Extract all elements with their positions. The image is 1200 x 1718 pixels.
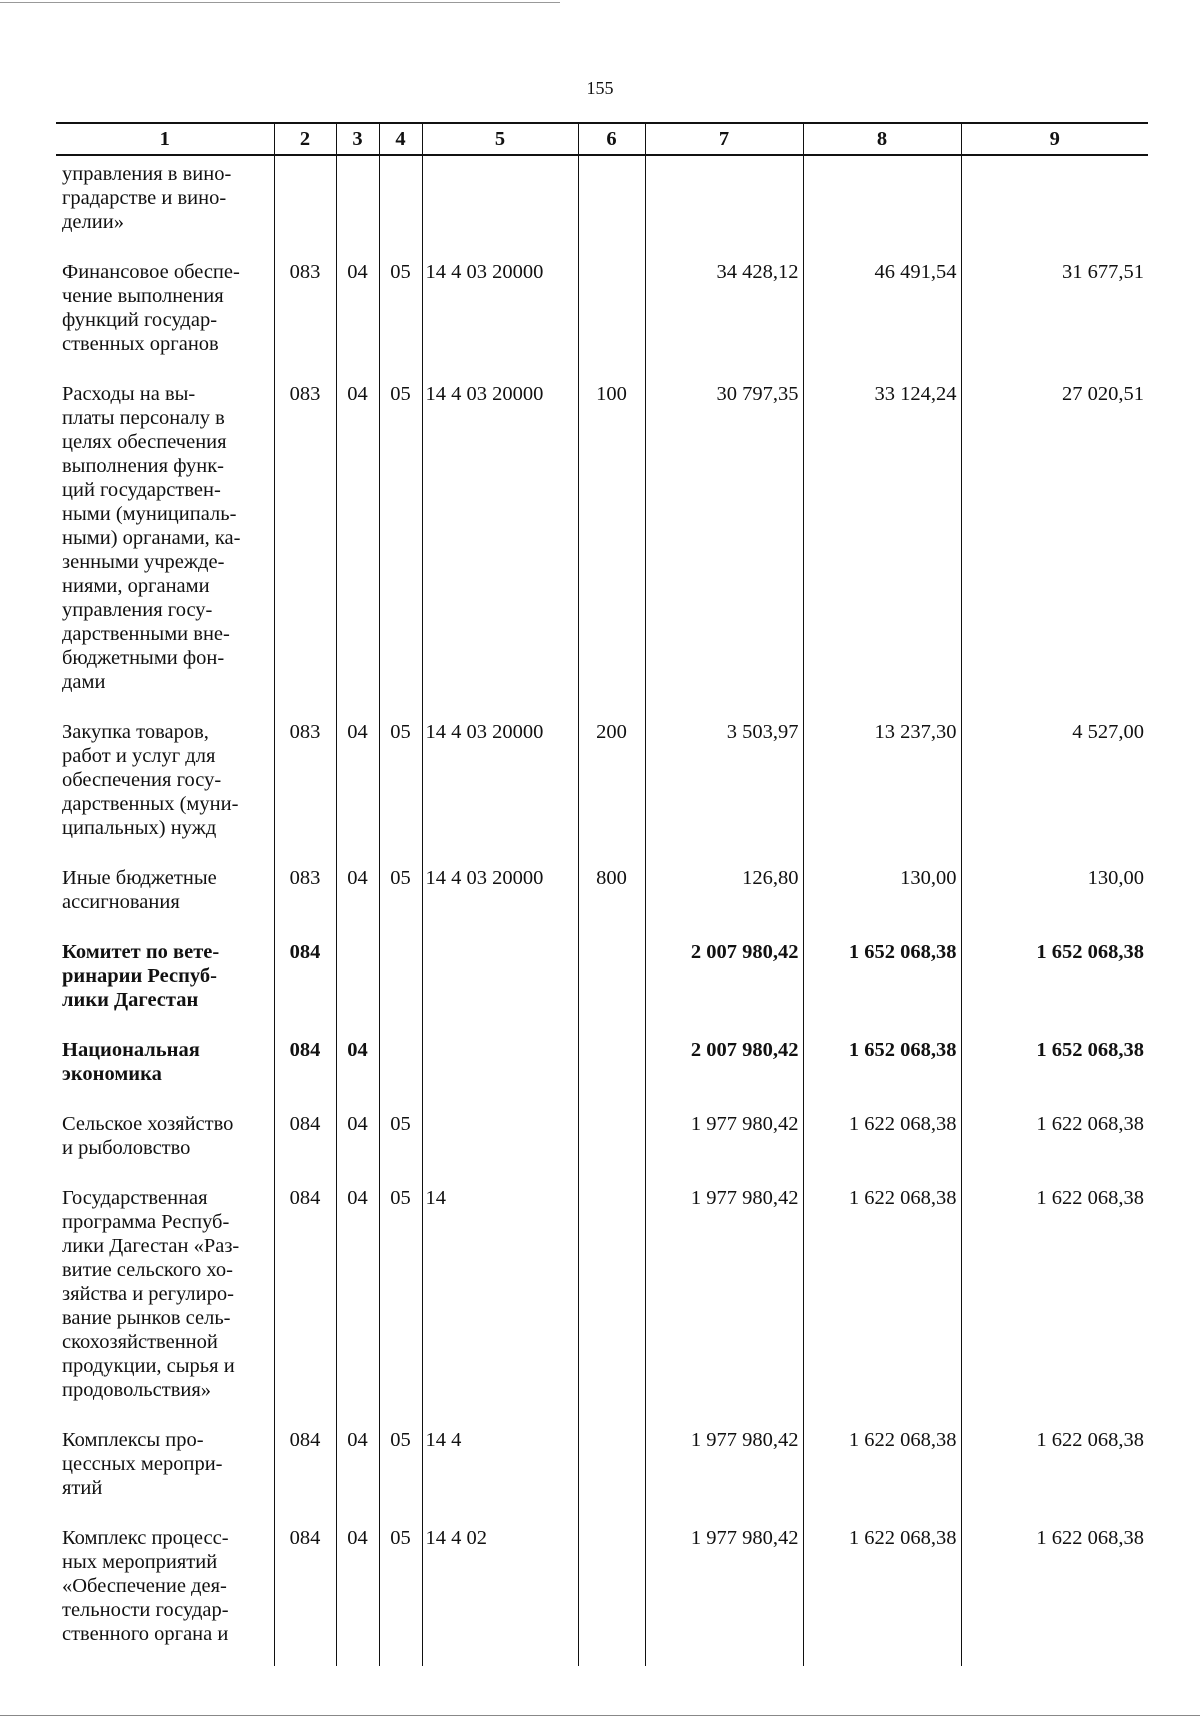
budget-table-container [56,122,1148,1666]
table-row [56,254,1148,376]
cell-section-code: 04 [336,376,379,714]
header-col-3: 3 [336,123,379,155]
header-col-2: 2 [274,123,336,155]
cell-section-code: 04 [336,860,379,934]
cell-expense-type [578,1180,645,1422]
header-col-4: 4 [379,123,422,155]
cell-expense-type [578,934,645,1032]
cell-amount-col7: 34 428,12 [645,254,803,376]
cell-expense-type [578,155,645,254]
cell-target-article [422,1106,578,1180]
cell-amount-col8: 1 622 068,38 [803,1106,961,1180]
cell-amount-col9: 1 652 068,38 [961,1032,1148,1106]
cell-amount-col9: 1 622 068,38 [961,1422,1148,1520]
cell-target-article: 14 [422,1180,578,1422]
cell-amount-col9 [961,155,1148,254]
cell-expense-type: 100 [578,376,645,714]
cell-amount-col9: 31 677,51 [961,254,1148,376]
cell-subsection-code: 05 [379,1520,422,1666]
cell-amount-col7: 30 797,35 [645,376,803,714]
cell-amount-col7: 2 007 980,42 [645,1032,803,1106]
cell-amount-col8: 1 622 068,38 [803,1422,961,1520]
cell-ministry-code: 083 [274,860,336,934]
cell-subsection-code: 05 [379,376,422,714]
cell-amount-col8: 46 491,54 [803,254,961,376]
table-header-row [56,123,1148,155]
cell-subsection-code: 05 [379,1106,422,1180]
cell-amount-col9: 1 652 068,38 [961,934,1148,1032]
cell-amount-col9: 1 622 068,38 [961,1180,1148,1422]
cell-amount-col7 [645,155,803,254]
cell-ministry-code: 083 [274,714,336,860]
header-col-1: 1 [56,123,274,155]
cell-subsection-code: 05 [379,1180,422,1422]
cell-name: Комплекс процесс- ных мероприятий «Обеспечение дея- тельности государ- ственного органа и [62,1527,229,1645]
page-number: 155 [586,78,614,98]
table-row [56,1106,1148,1180]
cell-target-article [422,155,578,254]
cell-ministry-code: 084 [274,1180,336,1422]
cell-ministry-code [274,155,336,254]
cell-amount-col8: 13 237,30 [803,714,961,860]
cell-section-code: 04 [336,1032,379,1106]
cell-name: Государственная программа Респуб- лики Дагестан «Раз- витие сельского хо- зяйства и регулиро- вание рынков сель- скохозяйственной продукции, сырья и продовольствия» [62,1187,240,1401]
cell-subsection-code: 05 [379,860,422,934]
table-body [56,155,1148,1666]
cell-expense-type [578,254,645,376]
cell-section-code [336,155,379,254]
cell-amount-col8: 1 652 068,38 [803,1032,961,1106]
table-row [56,1520,1148,1666]
cell-amount-col9: 130,00 [961,860,1148,934]
header-col-8: 8 [803,123,961,155]
cell-section-code: 04 [336,1520,379,1666]
cell-name: Финансовое обеспе- чение выполнения функций государ- ственных органов [62,261,240,355]
cell-name: Национальная экономика [62,1039,200,1085]
table-row [56,1032,1148,1106]
cell-ministry-code: 084 [274,1422,336,1520]
cell-target-article [422,934,578,1032]
table-row [56,860,1148,934]
cell-section-code: 04 [336,1422,379,1520]
cell-subsection-code: 05 [379,714,422,860]
scan-edge-bottom [0,1715,1200,1716]
cell-name: управления в вино- градарстве и вино- делии» [62,163,232,233]
cell-amount-col7: 1 977 980,42 [645,1422,803,1520]
cell-amount-col8: 1 622 068,38 [803,1520,961,1666]
table-row [56,1422,1148,1520]
cell-subsection-code [379,155,422,254]
cell-amount-col7: 3 503,97 [645,714,803,860]
cell-expense-type: 800 [578,860,645,934]
cell-amount-col9: 4 527,00 [961,714,1148,860]
cell-target-article: 14 4 03 20000 [422,860,578,934]
cell-section-code: 04 [336,254,379,376]
cell-subsection-code [379,934,422,1032]
cell-expense-type: 200 [578,714,645,860]
cell-target-article [422,1032,578,1106]
cell-expense-type [578,1520,645,1666]
table-row [56,376,1148,714]
scan-edge-top [0,2,560,3]
cell-target-article: 14 4 [422,1422,578,1520]
header-col-9: 9 [961,123,1148,155]
cell-target-article: 14 4 02 [422,1520,578,1666]
cell-section-code: 04 [336,1106,379,1180]
cell-amount-col9: 1 622 068,38 [961,1520,1148,1666]
cell-amount-col8: 33 124,24 [803,376,961,714]
cell-amount-col7: 1 977 980,42 [645,1106,803,1180]
cell-section-code: 04 [336,714,379,860]
cell-expense-type [578,1106,645,1180]
cell-subsection-code [379,1032,422,1106]
table-row [56,1180,1148,1422]
cell-amount-col7: 126,80 [645,860,803,934]
header-col-5: 5 [422,123,578,155]
cell-amount-col9: 27 020,51 [961,376,1148,714]
budget-table [56,122,1148,1666]
cell-amount-col8: 1 652 068,38 [803,934,961,1032]
cell-amount-col8: 1 622 068,38 [803,1180,961,1422]
cell-ministry-code: 083 [274,254,336,376]
cell-ministry-code: 084 [274,934,336,1032]
cell-ministry-code: 084 [274,1106,336,1180]
cell-ministry-code: 083 [274,376,336,714]
cell-amount-col7: 2 007 980,42 [645,934,803,1032]
cell-name: Иные бюджетные ассигнования [62,867,217,913]
cell-name: Комитет по вете- ринарии Респуб- лики Дагестан [62,941,220,1011]
cell-name: Расходы на вы- платы персоналу в целях обеспечения выполнения функ- ций государствен- ными (муниципаль- ными) органами, ка- зенными учрежде- ниями, органами управления госу- дарственными вне- бюджетными фон- дами [62,383,241,693]
header-col-6: 6 [578,123,645,155]
cell-section-code: 04 [336,1180,379,1422]
table-row [56,155,1148,254]
header-col-7: 7 [645,123,803,155]
cell-name: Комплексы про- цессных меропри- ятий [62,1429,223,1499]
table-row [56,934,1148,1032]
cell-amount-col9: 1 622 068,38 [961,1106,1148,1180]
table-row [56,714,1148,860]
cell-subsection-code: 05 [379,1422,422,1520]
cell-section-code [336,934,379,1032]
cell-subsection-code: 05 [379,254,422,376]
cell-expense-type [578,1422,645,1520]
cell-amount-col7: 1 977 980,42 [645,1180,803,1422]
cell-target-article: 14 4 03 20000 [422,376,578,714]
cell-target-article: 14 4 03 20000 [422,714,578,860]
cell-amount-col8: 130,00 [803,860,961,934]
cell-ministry-code: 084 [274,1032,336,1106]
cell-name: Сельское хозяйство и рыболовство [62,1113,234,1159]
cell-target-article: 14 4 03 20000 [422,254,578,376]
cell-amount-col8 [803,155,961,254]
cell-expense-type [578,1032,645,1106]
cell-name: Закупка товаров, работ и услуг для обеспечения госу- дарственных (муни- ципальных) нужд [62,721,239,839]
cell-amount-col7: 1 977 980,42 [645,1520,803,1666]
cell-ministry-code: 084 [274,1520,336,1666]
